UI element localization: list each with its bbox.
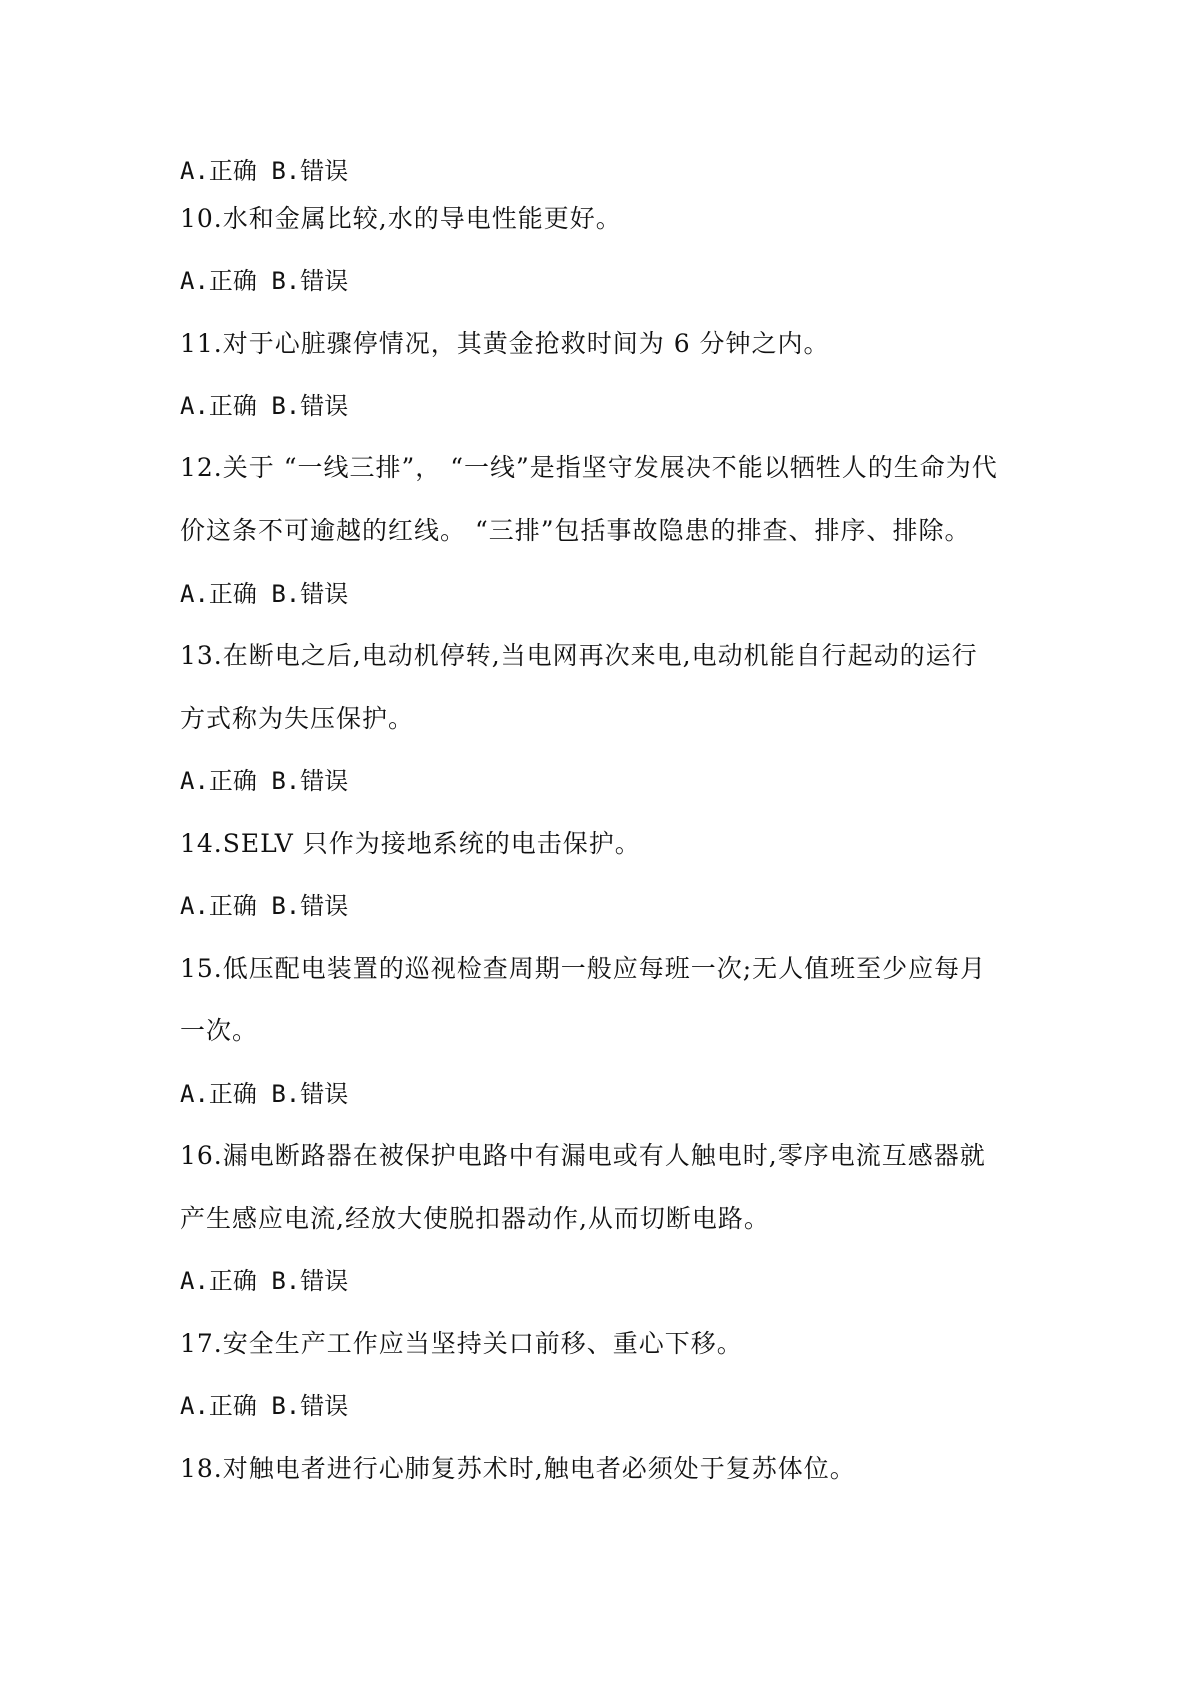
answer-options-line: A.正确 B.错误	[180, 157, 349, 185]
answer-options-line: A.正确 B.错误	[180, 392, 349, 420]
question-18: 18.对触电者进行心肺复苏术时,触电者必须处于复苏体位。	[180, 1454, 856, 1483]
question-16-line-2: 产生感应电流,经放大使脱扣器动作,从而切断电路。	[180, 1204, 770, 1233]
question-17: 17.安全生产工作应当坚持关口前移、重心下移。	[180, 1329, 743, 1358]
question-12-line-2: 价这条不可逾越的红线。 “三排”包括事故隐患的排查、排序、排除。	[180, 516, 971, 545]
question-15-line-1: 15.低压配电装置的巡视检查周期一般应每班一次;无人值班至少应每月	[180, 954, 987, 983]
answer-options-line: A.正确 B.错误	[180, 1267, 349, 1295]
answer-options-line: A.正确 B.错误	[180, 580, 349, 608]
answer-options-line: A.正确 B.错误	[180, 1392, 349, 1420]
question-12-line-1: 12.关于 “一线三排”， “一线”是指坚守发展决不能以牺牲人的生命为代	[180, 453, 998, 482]
answer-options-line: A.正确 B.错误	[180, 892, 349, 920]
question-14: 14.SELV 只作为接地系统的电击保护。	[180, 829, 641, 858]
question-10: 10.水和金属比较,水的导电性能更好。	[180, 204, 622, 233]
question-11: 11.对于心脏骤停情况，其黄金抢救时间为 6 分钟之内。	[180, 329, 830, 358]
question-13-line-2: 方式称为失压保护。	[180, 704, 415, 733]
answer-options-line: A.正确 B.错误	[180, 767, 349, 795]
question-15-line-2: 一次。	[180, 1016, 259, 1045]
question-13-line-1: 13.在断电之后,电动机停转,当电网再次来电,电动机能自行起动的运行	[180, 641, 978, 670]
question-16-line-1: 16.漏电断路器在被保护电路中有漏电或有人触电时,零序电流互感器就	[180, 1141, 986, 1170]
answer-options-line: A.正确 B.错误	[180, 1080, 349, 1108]
answer-options-line: A.正确 B.错误	[180, 267, 349, 295]
